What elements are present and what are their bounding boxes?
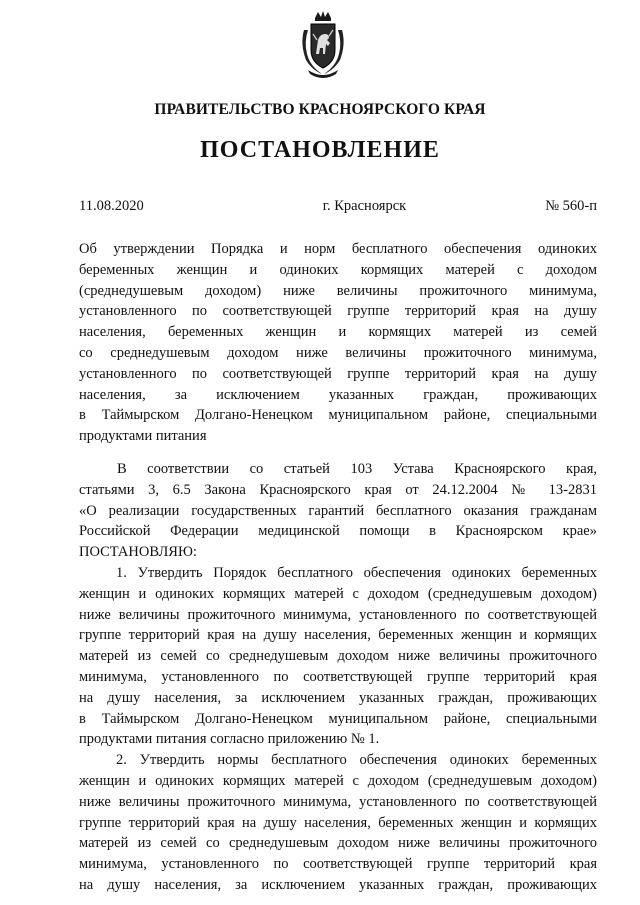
body-line: минимума, установленного по соответствующей группе территорий края	[79, 668, 597, 685]
document-date: 11.08.2020	[79, 198, 144, 214]
body-line: матерей из семей со среднедушевым доходом ниже величины прожиточного	[79, 835, 597, 852]
subject-line: населения, за исключением указанных граждан, проживающих	[79, 386, 597, 403]
body-line: В соответствии со статьей 103 Устава Красноярского края,	[117, 461, 597, 477]
body-line: ниже величины прожиточного минимума, установленного по соответствующей	[79, 606, 597, 623]
body-line: на душу населения, за исключением указанных граждан, проживающих	[79, 876, 597, 893]
subject-line: установленного по соответствующей группе территорий края на душу	[79, 365, 597, 382]
body-line: 1. Утвердить Порядок бесплатного обеспечения одиноких беременных	[116, 564, 597, 581]
document-number: № 560-п	[545, 198, 597, 214]
body-line: минимума, установленного по соответствующей группе территорий края	[79, 856, 597, 873]
krasnoyarsk-coat-of-arms-icon	[298, 10, 348, 80]
body-line: женщин и одиноких кормящих матерей с доходом (среднедушевым доходом)	[79, 772, 597, 789]
document-subject	[79, 239, 597, 447]
document-body	[79, 459, 597, 896]
body-line: Российской Федерации медицинской помощи в Красноярском крае»	[79, 523, 597, 540]
body-line: «О реализации государственных гарантий бесплатного оказания гражданам	[79, 502, 597, 519]
subject-line: установленного по соответствующей группе территорий края на душу	[79, 303, 597, 320]
subject-line: со среднедушевым доходом ниже величины прожиточного минимума,	[79, 344, 597, 361]
subject-line: в Таймырском Долгано-Ненецком муниципальном районе, специальными	[79, 407, 597, 424]
body-line: продуктами питания согласно приложению № 1.	[79, 731, 380, 748]
body-line: статьями 3, 6.5 Закона Красноярского края от 24.12.2004 № 13-2831	[79, 481, 597, 498]
subject-line: продуктами питания	[79, 428, 207, 445]
subject-line: беременных женщин и одиноких кормящих матерей с доходом	[79, 261, 597, 278]
subject-line: (среднедушевым доходом) ниже величины прожиточного минимума,	[79, 282, 597, 299]
body-line: группе территорий края на душу населения, беременных женщин и кормящих	[79, 627, 597, 644]
subject-line: Об утверждении Порядка и норм бесплатного обеспечения одиноких	[79, 241, 597, 257]
body-line: ПОСТАНОВЛЯЮ:	[79, 544, 197, 561]
body-line: на душу населения, за исключением указанных граждан, проживающих	[79, 689, 597, 706]
body-line: в Таймырском Долгано-Ненецком муниципальном районе, специальными	[79, 710, 597, 727]
document-city: г. Красноярск	[322, 198, 407, 214]
document-meta-row	[79, 198, 597, 215]
document-type-title: ПОСТАНОВЛЕНИЕ	[200, 137, 440, 163]
body-line: группе территорий края на душу населения, беременных женщин и кормящих	[79, 814, 597, 831]
body-line: ниже величины прожиточного минимума, установленного по соответствующей	[79, 793, 597, 810]
subject-line: населения, беременных женщин и кормящих матерей из семей	[79, 324, 597, 341]
body-line: 2. Утвердить нормы бесплатного обеспечения одиноких беременных	[116, 752, 597, 769]
body-line: женщин и одиноких кормящих матерей с доходом (среднедушевым доходом)	[79, 585, 597, 602]
government-title: ПРАВИТЕЛЬСТВО КРАСНОЯРСКОГО КРАЯ	[154, 101, 486, 118]
body-line: матерей из семей со среднедушевым доходом ниже величины прожиточного	[79, 648, 597, 665]
